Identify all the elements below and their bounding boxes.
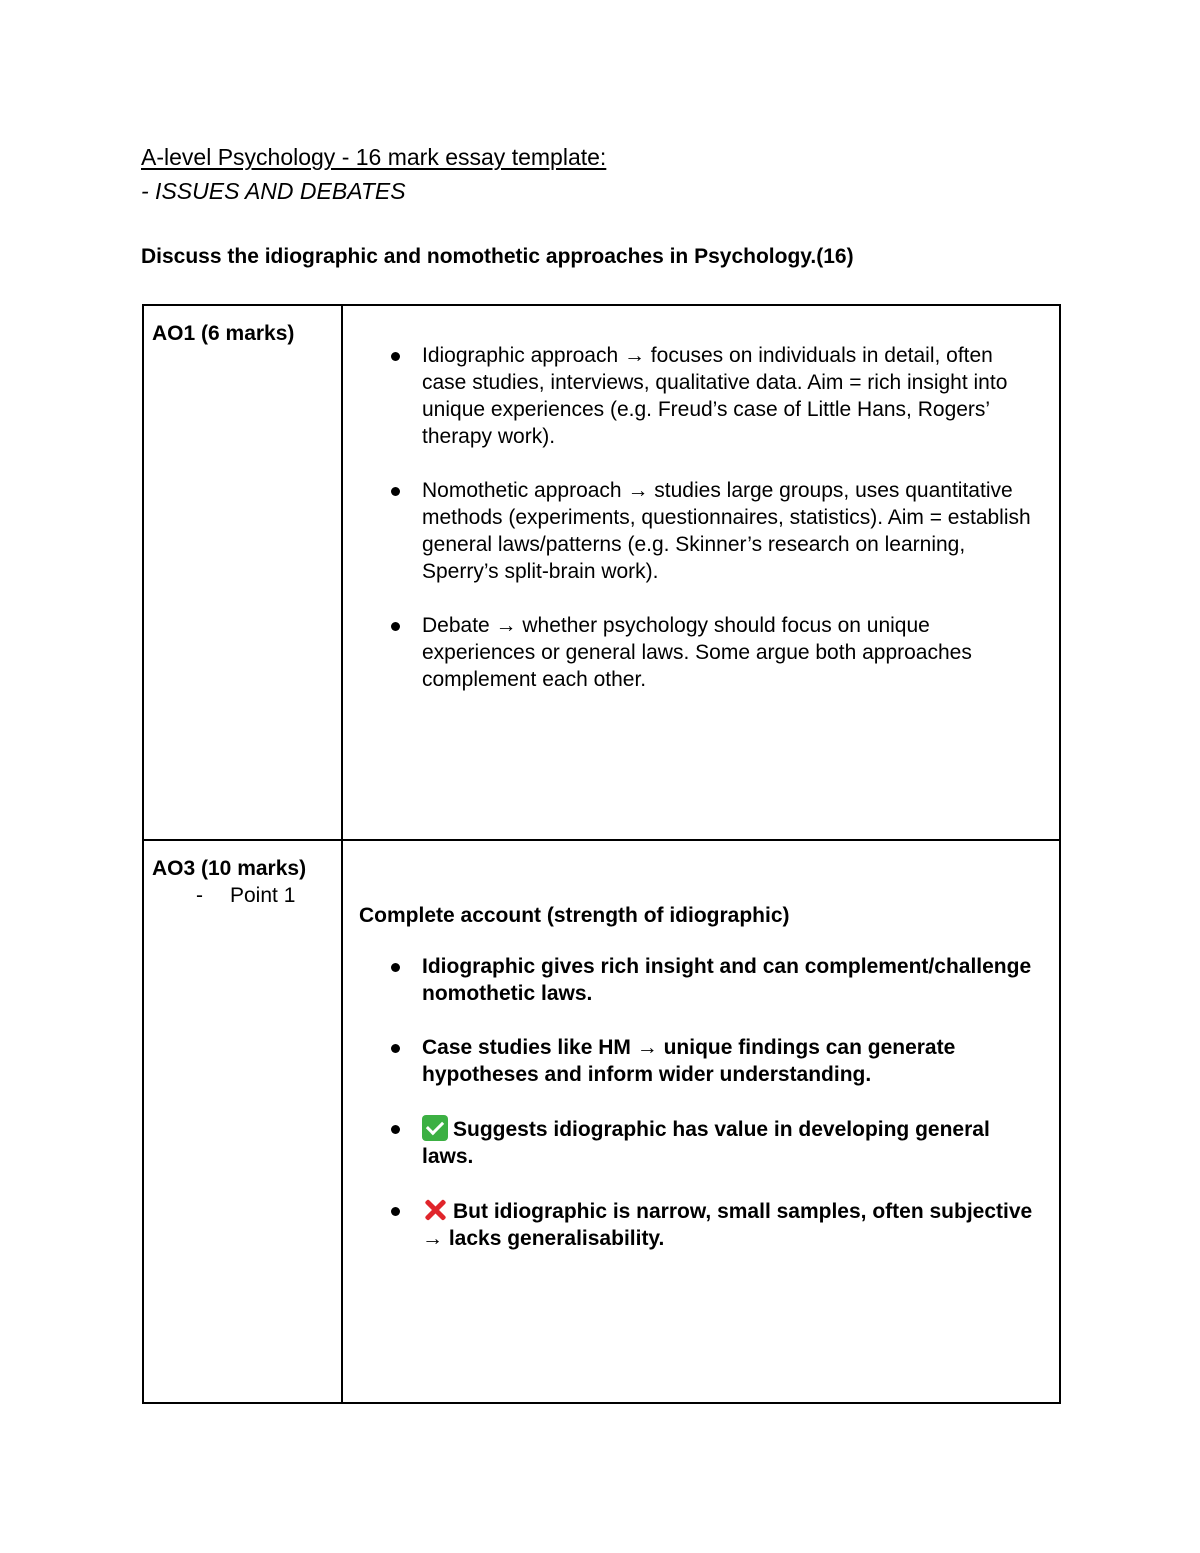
list-item bbox=[359, 1115, 1039, 1170]
bullet-text: Idiographic approach → focuses on individuals in detail, often case studies, interviews, qualitative data. Aim = rich insight into unique experiences (e.g. Freud’s case of Little Hans, Rogers’ therapy work). bbox=[422, 344, 1008, 448]
ao3-bullet-list bbox=[359, 953, 1039, 1252]
ao1-label-cell bbox=[143, 305, 342, 840]
list-item bbox=[359, 953, 1039, 1007]
cross-mark-icon bbox=[422, 1197, 448, 1223]
ao1-content-cell bbox=[342, 305, 1060, 840]
list-item bbox=[359, 1034, 1039, 1088]
bullet-text: Case studies like HM → unique findings can generate hypotheses and inform wider understanding. bbox=[422, 1036, 956, 1086]
ao3-heading: Complete account (strength of idiographic) bbox=[359, 904, 790, 927]
ao1-label: AO1 (6 marks) bbox=[152, 322, 295, 345]
list-item bbox=[359, 1197, 1039, 1252]
check-mark-icon bbox=[422, 1115, 448, 1141]
bullet-text: Idiographic gives rich insight and can complement/challenge nomothetic laws. bbox=[422, 955, 1032, 1005]
bullet-icon bbox=[391, 1207, 400, 1216]
document-title: A-level Psychology - 16 mark essay template: bbox=[141, 144, 607, 170]
bullet-icon bbox=[391, 1044, 400, 1053]
ao3-label-cell bbox=[143, 840, 342, 1403]
list-item bbox=[359, 477, 1039, 585]
document-subtitle: - ISSUES AND DEBATES bbox=[141, 178, 406, 204]
bullet-text: But idiographic is narrow, small samples, often subjective → lacks generalisability. bbox=[422, 1200, 1033, 1250]
bullet-icon bbox=[391, 963, 400, 972]
ao3-label: AO3 (10 marks) bbox=[152, 857, 307, 880]
bullet-text: Suggests idiographic has value in developing general laws. bbox=[422, 1118, 990, 1168]
bullet-icon bbox=[391, 352, 400, 361]
ao3-content-cell bbox=[342, 840, 1060, 1403]
list-item bbox=[359, 612, 1039, 693]
sub-point-label: Point 1 bbox=[230, 884, 296, 907]
ao1-bullet-list bbox=[359, 342, 1039, 693]
ao1-row bbox=[143, 305, 1060, 840]
bullet-text: Nomothetic approach → studies large groups, uses quantitative methods (experiments, questionnaires, statistics). Aim = establish general laws/patterns (e.g. Skinner’s research on learning, Sperry’s split-brain work). bbox=[422, 479, 1031, 583]
essay-question: Discuss the idiographic and nomothetic approaches in Psychology.(16) bbox=[141, 245, 854, 268]
bullet-text: Debate → whether psychology should focus on unique experiences or general laws. Some argue both approaches complement each other. bbox=[422, 614, 972, 691]
essay-template-table bbox=[142, 304, 1061, 1404]
bullet-icon bbox=[391, 622, 400, 631]
bullet-icon bbox=[391, 1125, 400, 1134]
dash-marker: - bbox=[196, 884, 203, 907]
list-item bbox=[359, 342, 1039, 450]
ao3-row bbox=[143, 840, 1060, 1403]
bullet-icon bbox=[391, 487, 400, 496]
ao3-sub-point bbox=[152, 882, 341, 909]
